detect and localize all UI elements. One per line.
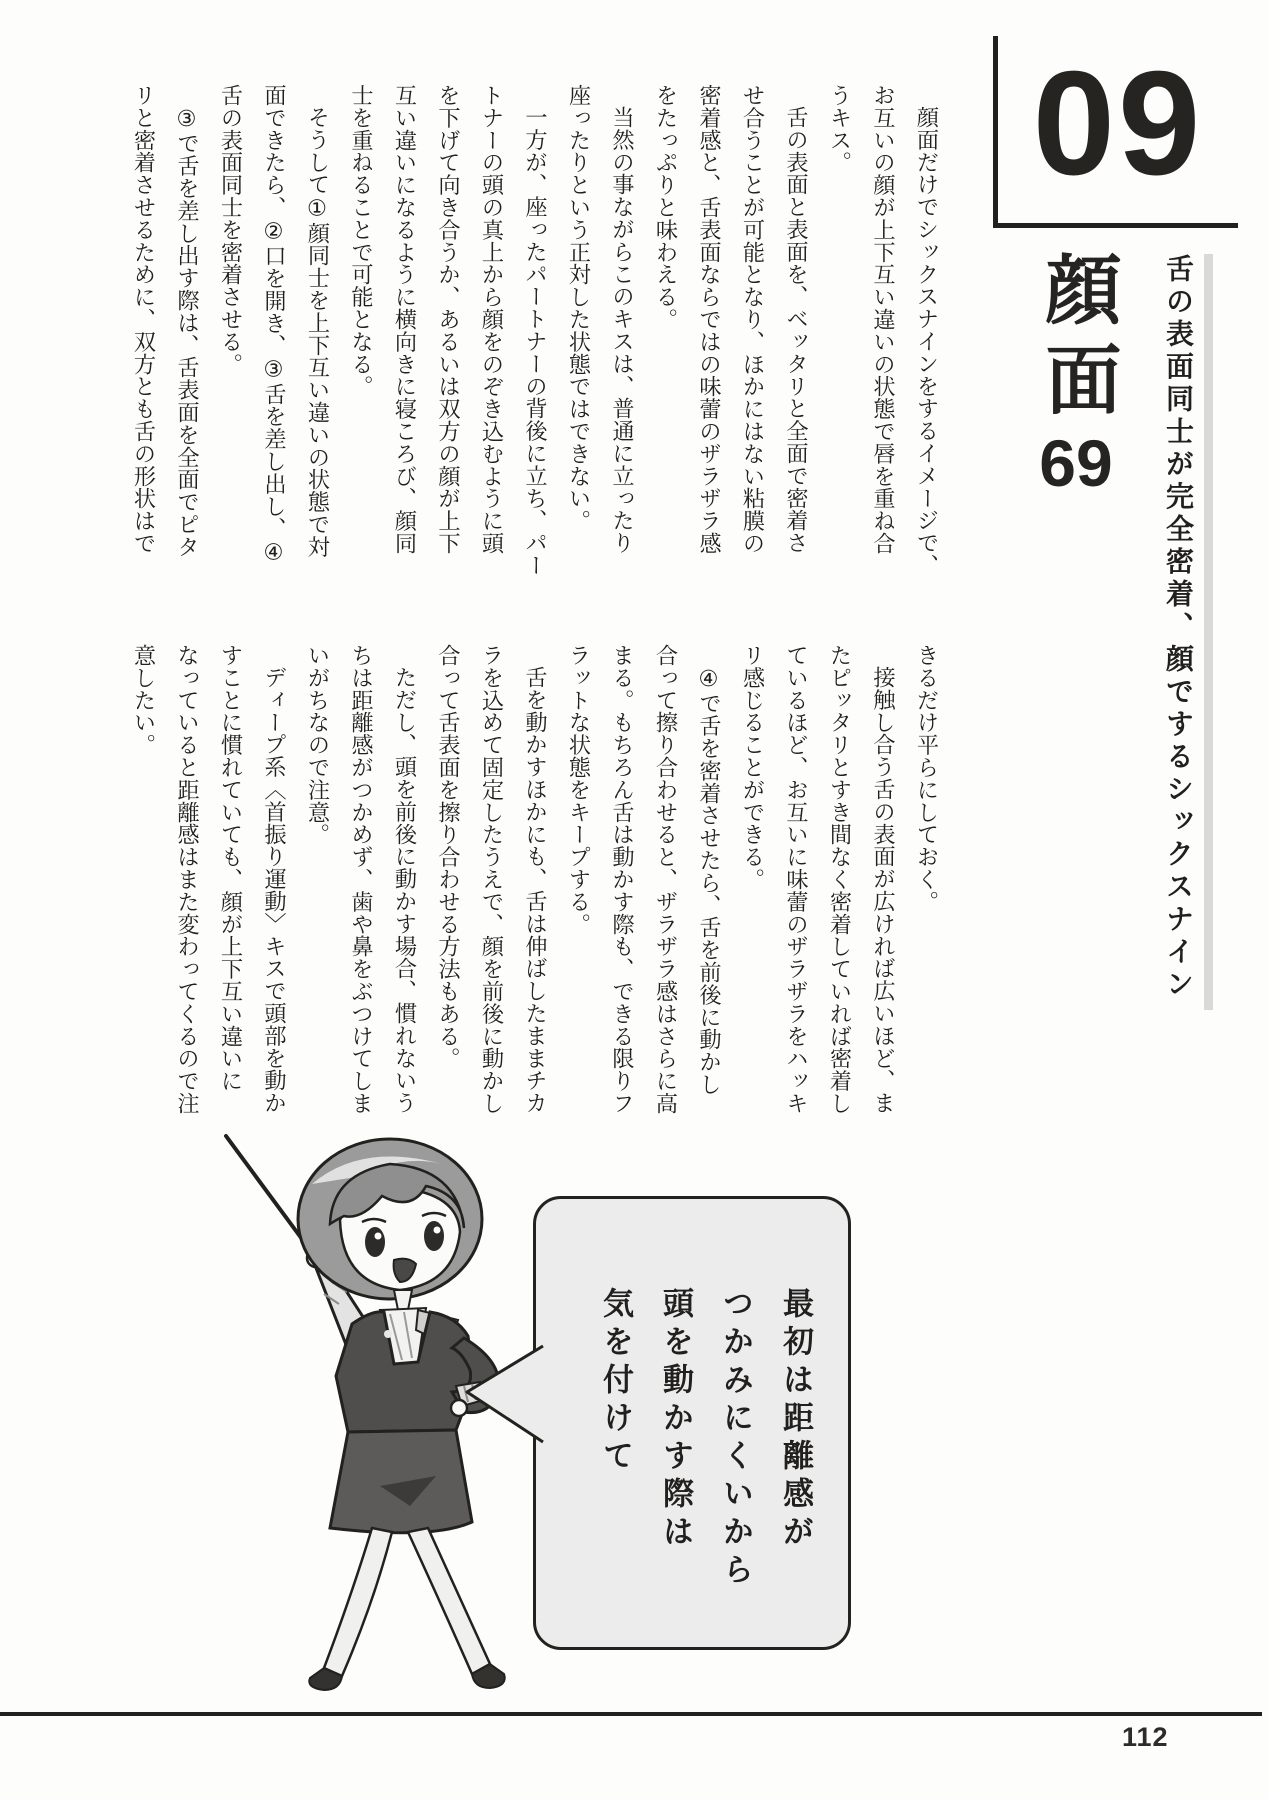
text-column: 合って擦り合わせると、ザラザラ感はさらに高 — [653, 644, 678, 1115]
page-number: 112 — [1122, 1722, 1169, 1752]
speech-bubble — [533, 1196, 851, 1650]
text-column: いがちなので注意。 — [305, 644, 330, 846]
footer-rule — [0, 1712, 1262, 1716]
page-title-number: 69 — [1039, 426, 1113, 500]
text-column: すことに慣れていても、顔が上下互い違いに — [218, 644, 243, 1092]
text-column: 舌の表面同士を密着させる。 — [218, 84, 243, 376]
text-column: 互い違いになるように横向きに寝ころび、顔同 — [392, 84, 417, 555]
text-column: なっていると距離感はまた変わってくるので注 — [174, 644, 200, 1115]
chapter-number: 09 — [1032, 40, 1204, 206]
text-column: うキス。 — [827, 84, 852, 174]
subtitle-accent-bar — [1204, 254, 1213, 1010]
text-column: 意したい。 — [131, 644, 156, 756]
text-column: お互いの顔が上下互い違いの状態で唇を重ね合 — [870, 84, 896, 555]
text-column: きるだけ平らにしておく。 — [914, 644, 939, 913]
text-column: 当然の事ながらこのキスは、普通に立ったり — [609, 106, 635, 555]
text-column: 座ったりという正対した状態ではできない。 — [566, 84, 591, 532]
eye-left — [365, 1227, 385, 1257]
text-column: まる。もちろん舌は動かす際も、できる限りフ — [609, 644, 635, 1115]
leg-left — [324, 1528, 392, 1676]
page-title-kanji: 顔面 — [1034, 250, 1119, 430]
text-column: 一方が、座ったパートナーの背後に立ち、パー — [522, 106, 548, 577]
text-column: ラを込めて固定したうえで、顔を前後に動かし — [479, 644, 504, 1115]
text-column: せ合うことが可能となり、ほかにはない粘膜の — [740, 84, 765, 555]
text-column: リと密着させるために、双方とも舌の形状はで — [131, 84, 156, 555]
page-title — [1034, 250, 1119, 500]
text-column: ちは距離感がつかめず、歯や鼻をぶつけてしま — [348, 644, 374, 1115]
text-column: 顔面だけでシックスナインをするイメージで、 — [914, 106, 939, 577]
speech-bubble-line: つかみにくいから — [718, 1287, 753, 1591]
speech-bubble-line: 頭を動かす際は — [658, 1287, 693, 1553]
text-column: を下げて向き合うか、あるいは双方の顔が上下 — [435, 84, 461, 555]
speech-bubble-tail — [455, 1338, 547, 1450]
chapter-number-box — [993, 36, 1238, 228]
text-column: そうして①顔同士を上下互い違いの状態で対 — [305, 106, 330, 559]
text-column: トナーの頭の真上から顔をのぞき込むように頭 — [479, 84, 504, 555]
text-column: 舌を動かすほかにも、舌は伸ばしたままチカ — [522, 666, 548, 1115]
text-column: 士を重ねることで可能となる。 — [348, 84, 374, 398]
text-column: 密着感と、舌表面ならではの味蕾のザラザラ感 — [696, 84, 722, 555]
text-column: 合って舌表面を擦り合わせる方法もある。 — [435, 644, 461, 1070]
text-column: をたっぷりと味わえる。 — [653, 84, 678, 331]
text-column: たピッタリとすき間なく密着していれば密着し — [827, 644, 852, 1115]
speech-bubble-line: 最初は距離感が — [778, 1287, 813, 1553]
eye-right — [424, 1221, 444, 1251]
text-column: ④で舌を密着させたら、舌を前後に動かし — [696, 666, 722, 1096]
text-column: ラットな状態をキープする。 — [566, 644, 591, 936]
text-column: 舌の表面と表面を、ベッタリと全面で密着さ — [783, 106, 809, 555]
speech-bubble-line: 気を付けて — [598, 1287, 633, 1477]
text-column: リ感じることができる。 — [740, 644, 765, 891]
leg-right — [408, 1528, 490, 1674]
skirt — [330, 1430, 472, 1533]
text-column: ているほど、お互いに味蕾のザラザラをハッキ — [783, 644, 809, 1115]
text-column: 接触し合う舌の表面が広ければ広いほど、ま — [870, 666, 896, 1115]
body-text-block-2 — [121, 644, 948, 1116]
page-subtitle: 舌の表面同士が完全密着、顔でするシックスナイン — [1163, 254, 1194, 1002]
body-text-block-1 — [121, 84, 948, 577]
text-column: ③で舌を差し出す際は、舌表面を全面でピタ — [174, 106, 200, 559]
text-column: 面できたら、②口を開き、③舌を差し出し、④ — [261, 84, 287, 566]
speech-bubble-text — [598, 1287, 812, 1591]
text-column: ただし、頭を前後に動かす場合、慣れないう — [392, 666, 417, 1115]
text-column: ディープ系〈首振り運動〉キスで頭部を動か — [261, 666, 287, 1115]
